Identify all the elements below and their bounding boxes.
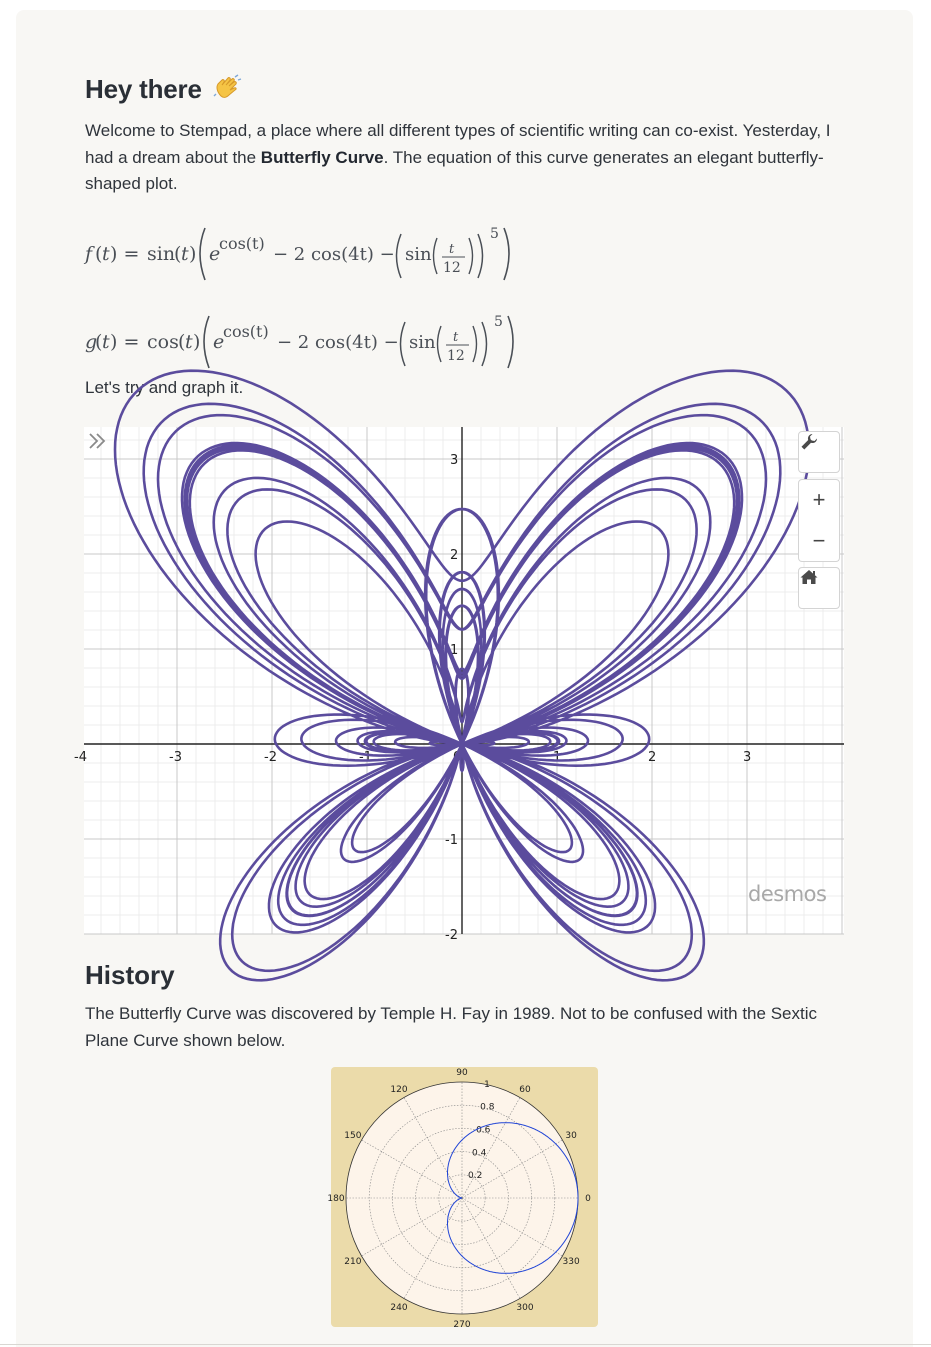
divider	[0, 1344, 931, 1345]
polar-angle-label: 240	[390, 1303, 408, 1314]
svg-text:): )	[193, 331, 201, 353]
polar-angle-label: 180	[327, 1194, 345, 1204]
y-tick-label: 3	[450, 453, 459, 468]
svg-text:cos(t): cos(t)	[219, 234, 265, 253]
svg-text:5: 5	[494, 314, 503, 330]
polar-angle-label: 270	[453, 1320, 471, 1330]
y-tick-label: -2	[445, 928, 458, 943]
svg-text:(: (	[95, 331, 103, 353]
page-title: Hey there	[85, 74, 243, 105]
butterfly-curve-term: Butterfly Curve	[260, 147, 384, 167]
history-paragraph: The Butterfly Curve was discovered by Temple H. Fay in 1989. Not to be confused with the Sextic Plane Curve shown below.	[85, 1004, 817, 1050]
equation-f	[85, 220, 525, 290]
intro-paragraph: Welcome to Stempad, a place where all different types of scientific writing can co-exist. Yesterday, I had a dream about the Butterfly Curve. The equation of this curve generates an elegant butterfly-shaped plot.	[85, 121, 831, 193]
svg-text:12: 12	[443, 260, 461, 276]
svg-text:) =: ) =	[110, 331, 140, 353]
x-tick-label: 2	[648, 750, 657, 765]
polar-radius-label: 0.6	[476, 1125, 491, 1136]
wrench-button[interactable]	[798, 431, 840, 473]
x-tick-label: 1	[553, 750, 562, 765]
equation-f-render	[85, 220, 525, 286]
y-tick-label: 1	[450, 643, 459, 658]
home-icon	[799, 568, 819, 586]
x-tick-label: 0	[453, 750, 462, 765]
waving-hand-icon	[213, 74, 243, 102]
svg-text:cos(t): cos(t)	[223, 322, 269, 341]
svg-text:): )	[189, 243, 197, 265]
y-tick-label: 2	[450, 548, 459, 563]
polar-radius-label: 1	[484, 1079, 490, 1090]
svg-text:5: 5	[490, 226, 499, 242]
svg-text:e: e	[213, 331, 225, 353]
zoom-out-button[interactable]	[798, 520, 840, 562]
polar-angle-label: 330	[562, 1257, 580, 1267]
svg-text:sin: sin	[147, 243, 176, 265]
polar-angle-label: 150	[344, 1131, 362, 1141]
svg-text:(: (	[174, 243, 182, 265]
x-tick-label: -2	[264, 750, 277, 765]
x-tick-label: -1	[359, 750, 372, 765]
svg-text:t: t	[453, 330, 459, 345]
svg-text:t: t	[102, 331, 110, 353]
sextic-curve-polar-plot	[327, 1067, 598, 1330]
svg-text:− 2 cos(4t) −: − 2 cos(4t) −	[273, 244, 395, 265]
svg-text:t: t	[449, 242, 455, 257]
svg-text:sin: sin	[409, 332, 436, 353]
history-heading: History	[85, 960, 175, 990]
polar-radius-label: 0.4	[472, 1148, 487, 1159]
svg-text:(: (	[178, 331, 186, 353]
home-button[interactable]	[798, 567, 840, 609]
svg-text:− 2 cos(4t) −: − 2 cos(4t) −	[277, 332, 399, 353]
svg-text:t: t	[181, 243, 189, 265]
svg-text:12: 12	[447, 348, 465, 364]
polar-angle-label: 90	[456, 1068, 468, 1078]
polar-angle-label: 210	[344, 1257, 362, 1267]
polar-angle-label: 60	[519, 1084, 531, 1095]
polar-angle-label: 300	[516, 1303, 534, 1314]
svg-text:t: t	[102, 243, 110, 265]
polar-angle-label: 0	[585, 1194, 591, 1204]
eq-g-lhs: g	[85, 331, 98, 353]
minus-icon: −	[812, 527, 826, 553]
equation-g	[85, 308, 525, 378]
tick-labels	[74, 453, 751, 943]
polar-angle-label: 30	[565, 1131, 577, 1141]
x-tick-label: -3	[169, 750, 182, 765]
zoom-in-button[interactable]	[798, 479, 840, 521]
polar-radius-label: 0.8	[480, 1102, 495, 1113]
svg-text:(: (	[95, 243, 103, 265]
plus-icon: +	[812, 487, 826, 512]
polar-canvas	[327, 1067, 598, 1330]
expand-chevrons-icon[interactable]	[84, 427, 112, 455]
svg-text:e: e	[209, 243, 221, 265]
desmos-canvas[interactable]	[74, 427, 844, 943]
wrench-icon	[799, 432, 819, 452]
x-tick-label: 3	[743, 750, 752, 765]
equation-g-render	[85, 308, 525, 374]
desmos-logo: desmos	[748, 882, 827, 906]
eq-f-lhs: f	[85, 243, 93, 265]
svg-text:) =: ) =	[110, 243, 140, 265]
svg-text:cos: cos	[147, 331, 179, 353]
polar-angle-label: 120	[390, 1084, 408, 1095]
svg-text:sin: sin	[405, 244, 432, 265]
x-tick-label: -4	[74, 750, 87, 765]
svg-text:t: t	[185, 331, 193, 353]
y-tick-label: -1	[445, 833, 458, 848]
desmos-graph[interactable]	[74, 427, 844, 943]
polar-radius-label: 0.2	[468, 1171, 483, 1182]
graph-prompt: Let's try and graph it.	[85, 378, 244, 397]
minor-grid	[84, 427, 844, 934]
